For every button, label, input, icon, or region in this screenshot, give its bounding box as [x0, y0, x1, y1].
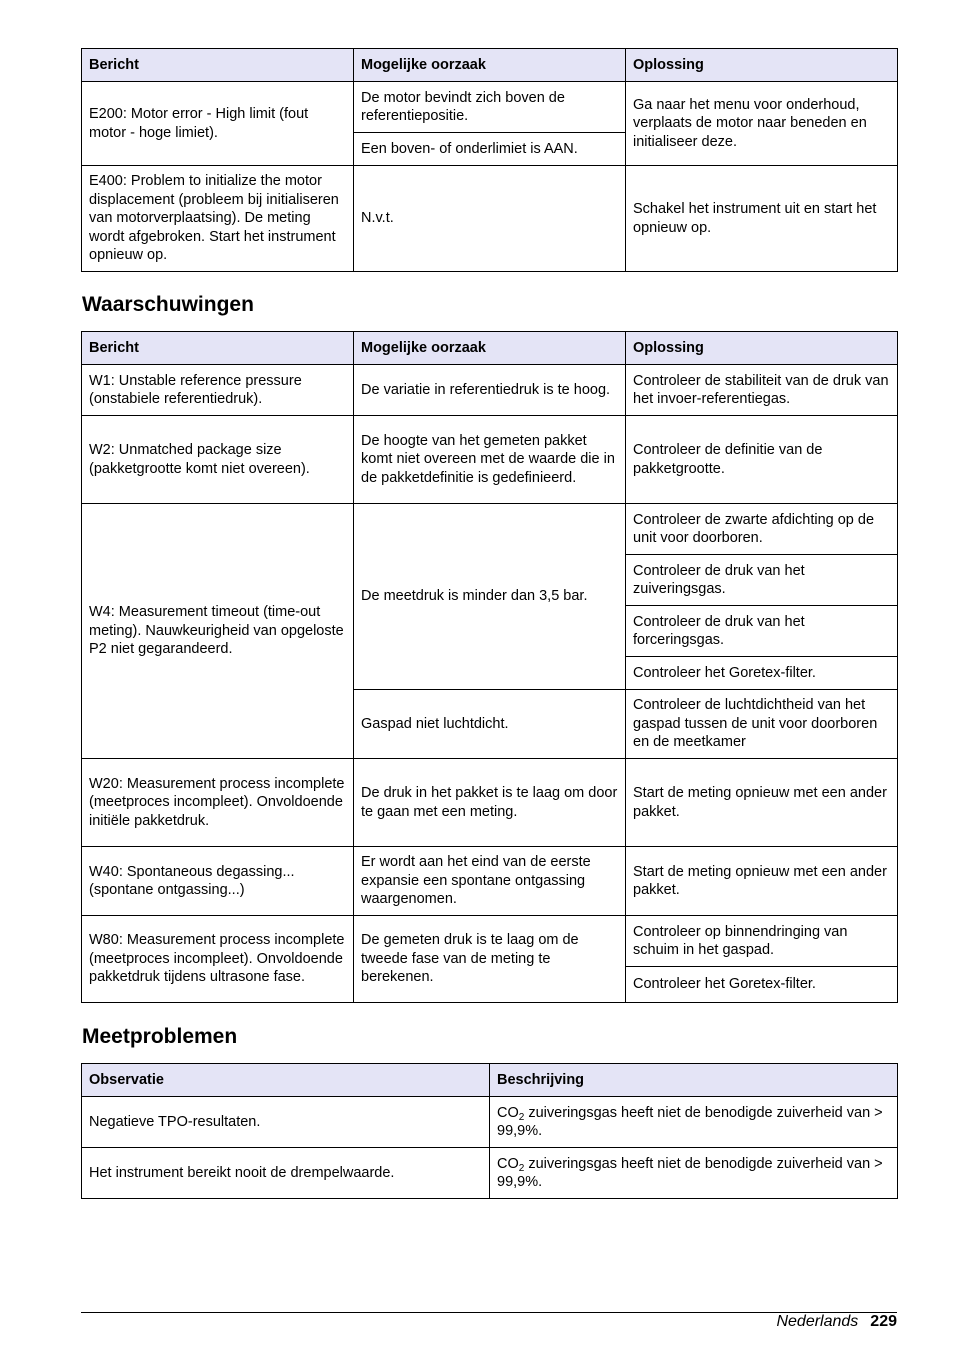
cell-beschrijving	[490, 1148, 898, 1199]
header-beschrijving: Beschrijving	[490, 1064, 898, 1097]
cell-oorzaak: De hoogte van het gemeten pakket komt niet overeen met de waarde die in de pakketdefinitie is gedefinieerd.	[354, 416, 626, 504]
cell-observatie: Negatieve TPO-resultaten.	[82, 1097, 490, 1148]
cell-oorzaak: Gaspad niet luchtdicht.	[354, 690, 626, 759]
table-row	[82, 365, 898, 416]
header-oplossing: Oplossing	[626, 49, 898, 82]
cell-oplossing: Controleer het Goretex-filter.	[626, 657, 898, 690]
cell-beschrijving	[490, 1097, 898, 1148]
cell-oplossing: Controleer de zwarte afdichting op de unit voor doorboren.	[626, 504, 898, 555]
table-row	[82, 1148, 898, 1199]
cell-oorzaak: De gemeten druk is te laag om de tweede fase van de meting te berekenen.	[354, 916, 626, 1003]
page-footer	[776, 1312, 897, 1332]
header-observatie: Observatie	[82, 1064, 490, 1097]
cell-oorzaak: De motor bevindt zich boven de referentiepositie.	[354, 82, 626, 133]
cell-oplossing: Controleer de druk van het forceringsgas.	[626, 606, 898, 657]
table-header-row	[82, 1064, 898, 1097]
co2-prefix: CO	[497, 1155, 519, 1172]
cell-oplossing: Controleer de definitie van de pakketgrootte.	[626, 416, 898, 504]
table-row	[82, 847, 898, 916]
table-row	[82, 416, 898, 504]
cell-bericht: W1: Unstable reference pressure (onstabiele referentiedruk).	[82, 365, 354, 416]
table-row	[82, 166, 898, 272]
cell-bericht: W40: Spontaneous degassing... (spontane ontgassing...)	[82, 847, 354, 916]
cell-oorzaak: Er wordt aan het eind van de eerste expansie een spontane ontgassing waargenomen.	[354, 847, 626, 916]
page-number: 229	[870, 1313, 897, 1330]
cell-oorzaak: De variatie in referentiedruk is te hoog.	[354, 365, 626, 416]
table-row	[82, 759, 898, 847]
cell-observatie: Het instrument bereikt nooit de drempelwaarde.	[82, 1148, 490, 1199]
cell-oplossing: Start de meting opnieuw met een ander pakket.	[626, 759, 898, 847]
section-heading-measurement-problems: Meetproblemen	[82, 1025, 238, 1048]
header-bericht: Bericht	[82, 49, 354, 82]
table-row	[82, 82, 898, 133]
header-oorzaak: Mogelijke oorzaak	[354, 332, 626, 365]
table-row	[82, 504, 898, 555]
measurement-problems-table	[81, 1063, 898, 1199]
cell-oorzaak: De meetdruk is minder dan 3,5 bar.	[354, 504, 626, 690]
cell-oplossing: Controleer de stabiliteit van de druk van het invoer-referentiegas.	[626, 365, 898, 416]
warnings-table	[81, 331, 898, 1003]
cell-oorzaak: De druk in het pakket is te laag om door te gaan met een meting.	[354, 759, 626, 847]
table-row	[82, 916, 898, 967]
cell-oplossing: Schakel het instrument uit en start het opnieuw op.	[626, 166, 898, 272]
cell-bericht: W2: Unmatched package size (pakketgrootte komt niet overeen).	[82, 416, 354, 504]
table-header-row	[82, 332, 898, 365]
cell-bericht: W80: Measurement process incomplete (meetproces incompleet). Onvoldoende pakketdruk tijdens ultrasone fase.	[82, 916, 354, 1003]
cell-oplossing: Controleer het Goretex-filter.	[626, 967, 898, 1003]
cell-oorzaak: N.v.t.	[354, 166, 626, 272]
table-header-row	[82, 49, 898, 82]
co2-prefix: CO	[497, 1104, 519, 1121]
cell-bericht: W4: Measurement timeout (time-out meting). Nauwkeurigheid van opgeloste P2 niet gegarandeerd.	[82, 504, 354, 759]
errors-table	[81, 48, 898, 272]
footer-divider	[81, 1312, 897, 1313]
footer-language: Nederlands	[776, 1313, 859, 1330]
table-row	[82, 1097, 898, 1148]
beschrijving-text: zuiveringsgas heeft niet de benodigde zuiverheid van > 99,9%.	[497, 1155, 883, 1190]
cell-oplossing: Start de meting opnieuw met een ander pakket.	[626, 847, 898, 916]
cell-oorzaak: Een boven- of onderlimiet is AAN.	[354, 133, 626, 166]
cell-bericht: E400: Problem to initialize the motor displacement (probleem bij initialiseren van motorverplaatsing). De meting wordt afgebroken. Start het instrument opnieuw op.	[82, 166, 354, 272]
cell-oplossing: Controleer op binnendringing van schuim in het gaspad.	[626, 916, 898, 967]
header-bericht: Bericht	[82, 332, 354, 365]
cell-bericht: E200: Motor error - High limit (fout motor - hoge limiet).	[82, 82, 354, 166]
co2-subscript: 2	[518, 1162, 525, 1174]
co2-subscript: 2	[518, 1111, 525, 1123]
cell-bericht: W20: Measurement process incomplete (meetproces incompleet). Onvoldoende initiële pakketdruk.	[82, 759, 354, 847]
header-oplossing: Oplossing	[626, 332, 898, 365]
section-heading-warnings: Waarschuwingen	[82, 293, 254, 316]
cell-oplossing: Ga naar het menu voor onderhoud, verplaats de motor naar beneden en initialiseer deze.	[626, 82, 898, 166]
cell-oplossing: Controleer de luchtdichtheid van het gaspad tussen de unit voor doorboren en de meetkamer	[626, 690, 898, 759]
beschrijving-text: zuiveringsgas heeft niet de benodigde zuiverheid van > 99,9%.	[497, 1104, 883, 1139]
cell-oplossing: Controleer de druk van het zuiveringsgas.	[626, 555, 898, 606]
header-oorzaak: Mogelijke oorzaak	[354, 49, 626, 82]
